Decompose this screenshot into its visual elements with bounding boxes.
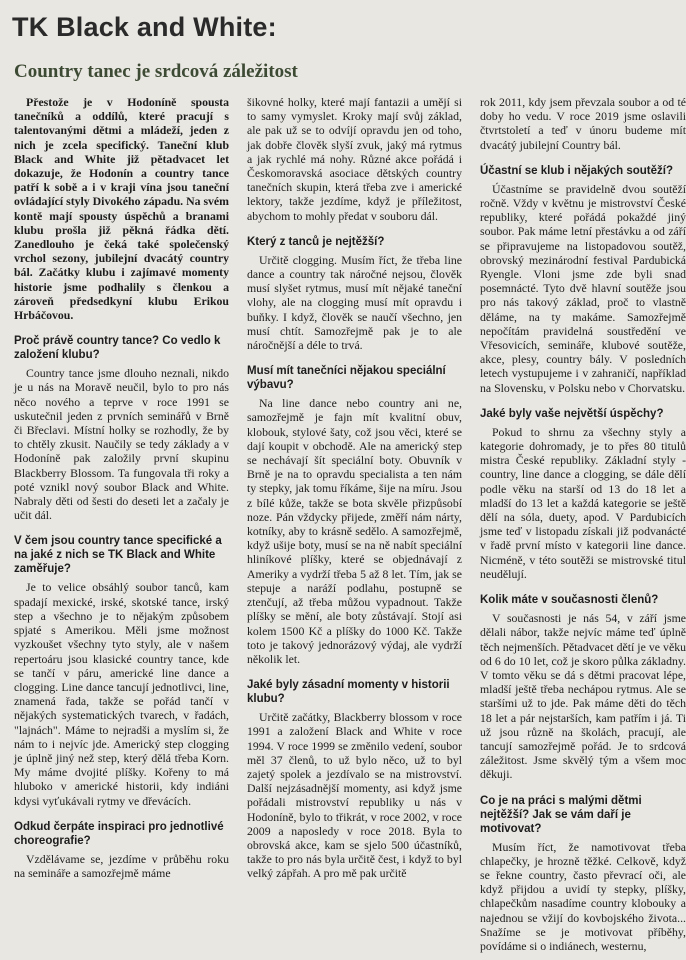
column-1	[14, 95, 229, 935]
article-columns	[10, 95, 686, 953]
column-3	[480, 95, 686, 953]
question-heading: Jaké byly vaše největší úspěchy?	[480, 407, 664, 420]
question-heading: Proč právě country tance? Co vedlo k založení klubu?	[14, 335, 221, 362]
answer-paragraph: Určitě začátky, Blackberry blossom v roce 1991 a založení Black and White v roce 1994. V roce 1999 se změnilo vedení, soubor měl 37 členů, to už bylo něco, už to byl zajetý spolek a jezdívalo se na mistrovství. Další nejzásadnější momenty, asi když jsme pořádali mistrovství republiky u nás v Hodoníně, bylo to třikrát, v roce 2002, v roce 2009 a naposledy v roce 2018. Byla to obrovská akce, kam se sjelo 500 účastníků, takže to pro nás byla určitě čest, i když to byl velký zápřah. A pro mě pak určitě	[247, 710, 462, 881]
question-heading: Který z tanců je nejtěžší?	[247, 235, 385, 248]
question-heading: Co je na práci s malými dětmi nejtěžší? Jak se vám daří je motivovat?	[480, 794, 642, 835]
answer-paragraph: V současnosti je nás 54, v září jsme dělali nábor, takže nejvíc máme teď úplně těch nejmenších. Pětadvacet dětí je ve věku od 6 do 10 let, což je skoro půlka základny. V tomto věku se dá s dětmi pracovat lépe, mladší ještě třeba nechápou rytmus. Ale se staršími už to jde. Pak máme děti do těch 18 let a pár nejstarších, kam patřím i já. Ti už jsou různě na školách, pracují, ale tancují samozřejmě pořád. Je to srdcová záležitost. Jsme skvělý tým a všem moc děkuji.	[480, 611, 686, 782]
lead-paragraph: Přestože je v Hodoníně spousta tanečníků a oddílů, které pracují s talentovanými dětmi a mládeží, jeden z nich je zcela specifický. Taneční klub Black and White již pětadvacet let dokazuje, že Hodonín a country tance patří k sobě a i v kraji vína jsou taneční ovládající styly Divokého západu. Na svém kontě mají spousty úspěchů a branami klubu prošla již pěkná řádka dětí. Zanedlouho je čeká také společenský vrchol sezony, jubilejní dvacátý country bál. Začátky klubu i zajímavé momenty historie jsme podhalily s členkou a zároveň předsedkyní klubu Erikou Hrbáčovou.	[14, 95, 229, 323]
column-2	[247, 95, 462, 935]
answer-paragraph: Účastníme se pravidelně dvou soutěží ročně. Vždy v květnu je mistrovství České republiky, které pořádá pokaždé jiný soubor. Pak máme letní přestávku a od září se připravujeme na listopadovou soutěž, obrovský mezinárodní festival Pardubická Ryengle. Vloni jsme zde byli snad posemnácté. Tyto dvě hlavní soutěže jsou pro nás takový základ, proč to vlastně děláme, na ty makáme. Samozřejmě nepočítám pravidelná soustředění ve Vřesovicích, semináře, klubové soutěže, akce, plesy, country bály. V posledních letech vystupujeme i v zahraničí, například na Slovensku, v Polsku nebo v Chorvatsku.	[480, 181, 686, 395]
question-heading: Kolik máte v současnosti členů?	[480, 594, 659, 607]
question-heading: Odkud čerpáte inspiraci pro jednotlivé choreografie?	[14, 820, 224, 847]
question-heading: Účastní se klub i nějakých soutěží?	[480, 164, 674, 177]
answer-paragraph: Na line dance nebo country ani ne, samozřejmě je fajn mít kvalitní obuv, klobouk, stylové šaty, což jsou věci, které se dají koupit v obchodě. Ale na americký step se nechávají šít speciální boty. Obuvník v Brně je na to opravdu specialista a ten nám ty stepky, jak tomu říkáme, šije na míru. Jsou z bílé kůže, takže se bota skvěle přizpůsobí noze. Pán vždycky přijede, změří nám nárty, kotníky, aby to krásně sedělo. A samozřejmě, když ušije boty, musí se na ně nabít speciální hliníkové plíšky, které se objednávají z Ameriky a vydrží třeba 5 až 8 let. Tím, jak se stepuje a naráží podlahu, postupně se ztenčují, až třeba můžou vypadnout. Takže plíšky se mění, ale boty zůstávají. Stojí asi kolem 1500 Kč a plíšky do 1000 Kč. Takže toto je takový jednorázový výdaj, ale vydrží několik let.	[247, 396, 462, 666]
answer-paragraph: Country tance jsme dlouho neznali, nikdo je u nás na Moravě neučil, bylo to pro nás něco nového a teprve v roce 1991 se uskutečnil jeden z prvních seminářů v Brně či Břeclavi. Místní holky se rozhodly, že by to chtěly zkusit. Naučily se tedy základy a v Hodoníně pak založily první skupinu Blackberry Blossom. Ta fungovala tři roky a poté vznikl nový soubor Black and White. Nabraly děti od šesti do deseti let a začaly je učit dál.	[14, 366, 229, 523]
answer-paragraph: Vzdělávame se, jezdíme v průběhu roku na semináře a samozřejmě máme	[14, 851, 229, 880]
continued-paragraph: rok 2011, kdy jsem převzala soubor a od té doby ho vedu. V roce 2019 jsme oslavili čtvrtstoletí a teď v únoru budeme mít dvacátý jubilejní Country bál.	[480, 95, 686, 152]
answer-paragraph: Pokud to shrnu za všechny styly a kategorie dohromady, je to přes 80 titulů mistra České republiky. Základní styly - country, line dance a clogging, se dále dělí podle věku na starší od 13 do 18 let a mladší do 13 let a každá kategorie se ještě dělí na sóla, duety, apod. V Pardubicích jsme teď v listopadu získali již podvanácté v řadě první místo v kategorii line dance. Nicméně, v této soutěži se mistrovské titul neudělují.	[480, 424, 686, 581]
question-heading: Jaké byly zásadní momenty v historii klubu?	[247, 679, 450, 706]
article-subtitle: Country tanec je srdcová záležitost	[14, 61, 298, 82]
answer-paragraph: Musím říct, že namotivovat třeba chlapečky, je hrozně těžké. Celkově, když se řekne country, často převrací oči, ale když přijdou a uvidí ty stepky, plíšky, chlapečkům nasadíme country kloboukу a najednou se vžijí do kovbojského života... Snažíme se je motivovat příběhy, povídáme si o indiánech, westernu,	[480, 839, 686, 953]
answer-paragraph: Určitě clogging. Musím říct, že třeba line dance a country tak náročné nejsou, člověk musí slyšet rytmus, musí mít nějaké taneční vlohy, ale na clogging musí mít opravdu i buňky. I když, člověk se naučí všechno, jen musí chtít. Samozřejmě pak je to ale náročnější a déle to trvá.	[247, 252, 462, 353]
question-heading: Musí mít tanečníci nějakou speciální výbavu?	[247, 365, 446, 392]
article-title: TK Black and White:	[12, 12, 277, 42]
answer-paragraph: Je to velice obsáhlý soubor tanců, kam spadají mexické, irské, skotské tance, irský step a všechno je to nějakým způsobem spjaté s Amerikou. Měli jsme možnost vyzkoušet všechny tyto styly, ale v našem repertoáru jsou klasické country tance, kde se tančí v páru, americké line dance a clogging. Line dance tancují jednotlivci, line, znamená řada, takže se pořád tančí v nějakých systematických tvarech, v řadách, "lajnách". Máme to nejradši a myslím si, že nám to i nejvíc jde. Americký step clogging je úplně jiný než step, který dělá třeba Korn. My máme dvojité plíšky. Kořeny to má hluboko v americké historii, kdy indiáni kdysi vyťukávali rytmy ve dřevácích.	[14, 580, 229, 808]
question-heading: V čem jsou country tance specifické a na jaké z nich se TK Black and White zaměřuje?	[14, 535, 222, 576]
continued-paragraph: šikovné holky, které mají fantazii a umějí si to samy vymyslet. Kroky mají svůj základ, ale pak už se to odvíjí opravdu jen od toho, jak dobře člověk slyší zvuk, jaký má rytmus a jak rychlé má nohy. Různé akce pořádá i Českomoravská asociace dětských country tanečních skupin, která třeba zve i americké lektory, takže jezdíme, když je příležitost, abychom to mohly předat v souboru dál.	[247, 95, 462, 223]
